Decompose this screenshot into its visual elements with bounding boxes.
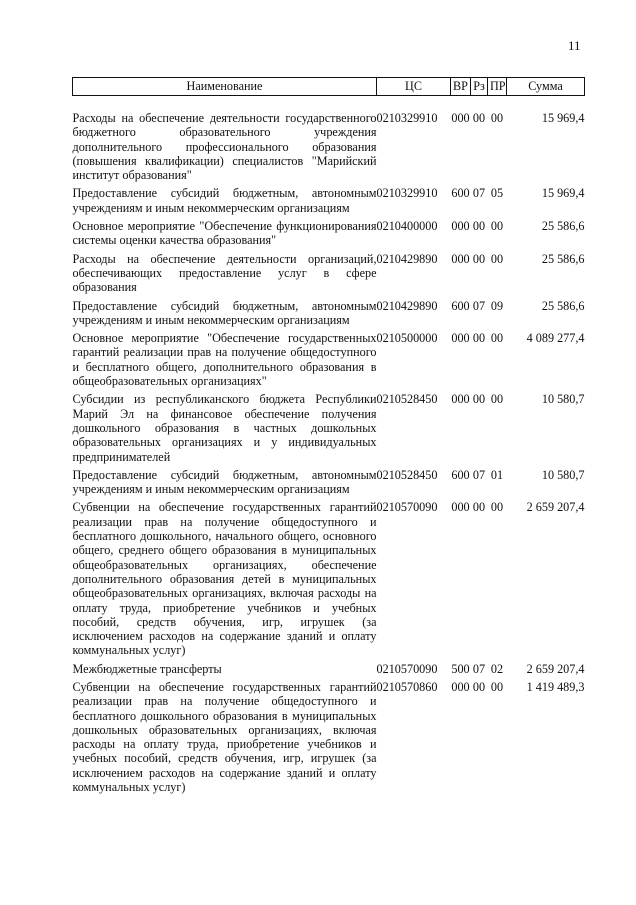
row-pr-code: 00 — [490, 251, 504, 266]
row-name: Основное мероприятие "Обеспечение функционирования системы оценки качества образования" — [72, 219, 377, 248]
row-name: Предоставление субсидий бюджетным, автономным учреждениям и иным некоммерческим организациям — [72, 186, 377, 215]
table-row — [73, 496, 585, 657]
row-sum: 25 586,6 — [541, 219, 585, 234]
row-pr-code: 05 — [490, 186, 504, 201]
row-cs-code: 0210429890 — [376, 298, 438, 313]
row-sum: 4 089 277,4 — [526, 331, 585, 346]
row-pr-code: 00 — [490, 500, 504, 515]
header-cs: ЦС — [377, 78, 451, 96]
row-pr-code: 00 — [490, 219, 504, 234]
row-vr-code: 500 — [451, 661, 470, 676]
row-pr-code: 00 — [490, 679, 504, 694]
row-sum: 10 580,7 — [541, 392, 585, 407]
table-row — [73, 658, 585, 676]
row-sum: 15 969,4 — [541, 111, 585, 125]
row-vr-code: 000 — [451, 331, 470, 346]
row-cs-code: 0210400000 — [376, 219, 438, 234]
row-name: Расходы на обеспечение деятельности государственного бюджетного образовательного учреждения дополнительного профессионального образования (повышения квалификации) специалистов "Марийский институт образования" — [72, 111, 377, 183]
row-vr-code: 000 — [451, 251, 470, 266]
row-sum: 2 659 207,4 — [526, 661, 585, 676]
row-sum: 2 659 207,4 — [526, 500, 585, 515]
table-row — [73, 182, 585, 215]
row-rz-code: 07 — [472, 298, 486, 313]
row-cs-code: 0210329910 — [376, 111, 438, 125]
row-name: Расходы на обеспечение деятельности организаций, обеспечивающих предоставление услуг в сфере образования — [72, 251, 377, 295]
row-cs-code: 0210500000 — [376, 331, 438, 346]
row-name: Основное мероприятие "Обеспечение государственных гарантий реализации прав на получение общедоступного и бесплатного общего, дополнительного образования в общеобразовательных организациях" — [72, 331, 377, 389]
row-name: Межбюджетные трансферты — [72, 661, 222, 676]
row-vr-code: 600 — [451, 467, 470, 482]
row-sum: 1 419 489,3 — [526, 679, 585, 694]
row-cs-code: 0210528450 — [376, 392, 438, 407]
row-rz-code: 00 — [472, 331, 486, 346]
row-vr-code: 000 — [451, 679, 470, 694]
row-pr-code: 00 — [490, 331, 504, 346]
row-sum: 10 580,7 — [541, 467, 585, 482]
row-vr-code: 000 — [451, 111, 470, 125]
table-header — [73, 78, 585, 96]
row-cs-code: 0210528450 — [376, 467, 438, 482]
table-row — [73, 388, 585, 463]
row-vr-code: 600 — [451, 186, 470, 201]
row-pr-code: 00 — [490, 111, 504, 125]
row-rz-code: 07 — [472, 467, 486, 482]
row-rz-code: 00 — [472, 500, 486, 515]
row-vr-code: 000 — [451, 500, 470, 515]
row-pr-code: 09 — [490, 298, 504, 313]
page-number: 11 — [568, 38, 581, 53]
table-body — [73, 96, 585, 795]
row-name: Субвенции на обеспечение государственных гарантий реализации прав на получение общедоступного и бесплатного дошкольного, начального общего, основного общего, среднего общего образования в муниципальных общеобразовательных организациях, обеспечение дополнительного образования детей в муниципальных общеобразовательных организациях, включая расходы на оплату труда, приобретение учебников и учебных пособий, средств обучения, игр, игрушек (за исключением расходов на содержание зданий и оплату коммунальных услуг) — [72, 500, 377, 658]
header-sum: Сумма — [507, 78, 585, 96]
row-name: Предоставление субсидий бюджетным, автономным учреждениям и иным некоммерческим организациям — [72, 467, 377, 497]
header-vr: ВР — [451, 78, 471, 96]
row-cs-code: 0210570860 — [376, 679, 438, 694]
row-sum: 15 969,4 — [541, 186, 585, 201]
table-row — [73, 676, 585, 794]
row-name: Предоставление субсидий бюджетным, автономным учреждениям и иным некоммерческим организациям — [72, 298, 377, 327]
row-rz-code: 00 — [472, 251, 486, 266]
row-rz-code: 07 — [472, 661, 486, 676]
header-rz: Рз — [471, 78, 488, 96]
row-rz-code: 00 — [472, 392, 486, 407]
row-vr-code: 000 — [451, 219, 470, 234]
row-cs-code: 0210329910 — [376, 186, 438, 201]
table-row — [73, 215, 585, 248]
row-pr-code: 00 — [490, 392, 504, 407]
table-row — [73, 464, 585, 497]
row-cs-code: 0210570090 — [376, 661, 438, 676]
row-name: Субсидии из республиканского бюджета Республики Марий Эл на финансовое обеспечение получения дошкольного образования в частных дошкольных образовательных организациях и у индивидуальных предпринимателей — [72, 392, 377, 464]
row-pr-code: 01 — [490, 467, 504, 482]
table-row — [73, 295, 585, 328]
table-row — [73, 96, 585, 183]
row-rz-code: 00 — [472, 111, 486, 125]
row-rz-code: 00 — [472, 679, 486, 694]
row-rz-code: 00 — [472, 219, 486, 234]
row-cs-code: 0210429890 — [376, 251, 438, 266]
row-sum: 25 586,6 — [541, 298, 585, 313]
row-pr-code: 02 — [490, 661, 504, 676]
row-name: Субвенции на обеспечение государственных гарантий реализации прав на получение общедоступного и бесплатного дошкольного образования в муниципальных дошкольных образовательных организациях, включая расходы на оплату труда, приобретение учебников и учебных пособий, средств обучения, игр, игрушек (за исключением расходов на содержание зданий и оплату коммунальных услуг) — [72, 679, 377, 795]
row-vr-code: 600 — [451, 298, 470, 313]
header-pr: ПР — [488, 78, 507, 96]
row-vr-code: 000 — [451, 392, 470, 407]
table-row — [73, 248, 585, 295]
row-rz-code: 07 — [472, 186, 486, 201]
table-row — [73, 327, 585, 388]
row-sum: 25 586,6 — [541, 251, 585, 266]
header-name: Наименование — [73, 78, 377, 96]
budget-table — [72, 77, 585, 794]
row-cs-code: 0210570090 — [376, 500, 438, 515]
